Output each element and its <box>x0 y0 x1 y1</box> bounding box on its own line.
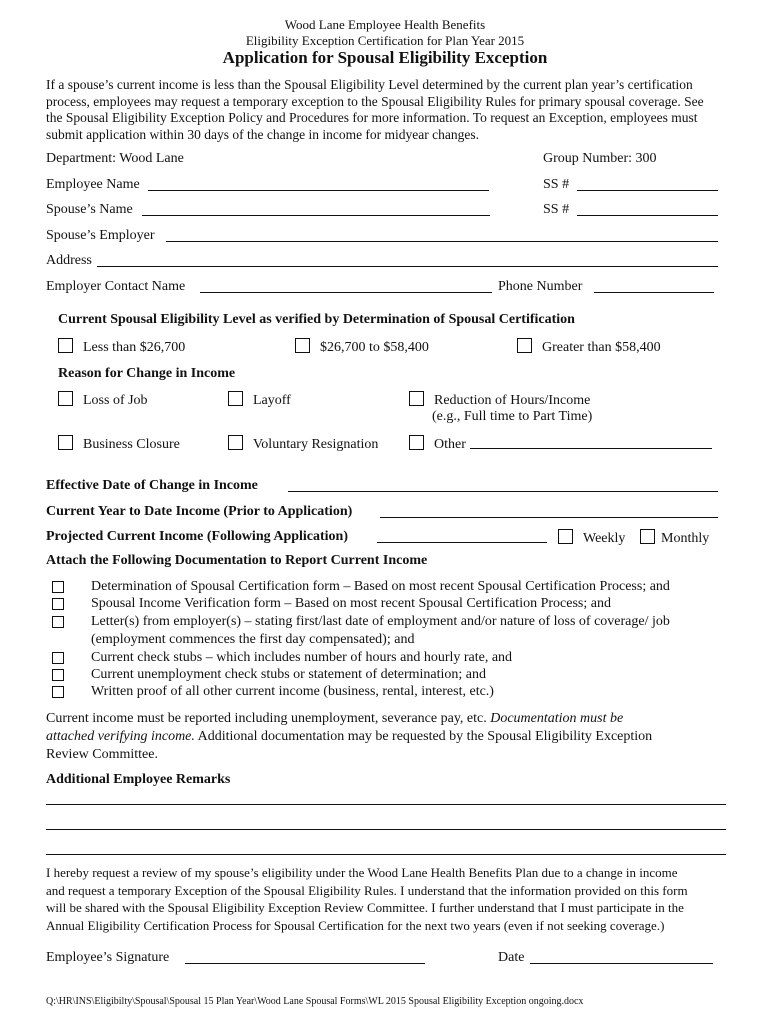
remarks-line[interactable] <box>46 853 726 855</box>
spouse-name-label: Spouse’s Name <box>46 202 133 217</box>
ss2-label: SS # <box>543 202 570 217</box>
date-field[interactable] <box>530 950 713 964</box>
file-path-footer: Q:\HR\INS\Eligibilty\Spousal\Spousal 15 Plan Year\Wood Lane Spousal Forms\WL 2015 Spousal Eligibility Exception ongoing.docx <box>46 996 584 1007</box>
eligibility-heading: Current Spousal Eligibility Level as verified by Determination of Spousal Certification <box>58 312 575 327</box>
checkbox[interactable] <box>517 338 532 353</box>
eligibility-option-high[interactable]: Greater than $58,400 <box>517 338 661 356</box>
checkbox[interactable] <box>58 435 73 450</box>
checkbox[interactable] <box>409 435 424 450</box>
monthly-option[interactable]: Monthly <box>640 529 709 547</box>
checkbox[interactable] <box>228 435 243 450</box>
reason-loss-of-job[interactable]: Loss of Job <box>58 391 148 409</box>
department-label: Department: Wood Lane <box>46 151 184 166</box>
remarks-line[interactable] <box>46 803 726 805</box>
ytd-income-label: Current Year to Date Income (Prior to Application) <box>46 504 353 519</box>
address-label: Address <box>46 253 92 268</box>
reason-other[interactable]: Other <box>409 435 466 453</box>
checkbox[interactable] <box>58 338 73 353</box>
employer-contact-field[interactable] <box>200 279 492 293</box>
form-header-line1: Wood Lane Employee Health Benefits <box>284 17 486 32</box>
phone-field[interactable] <box>594 279 714 293</box>
ytd-income-field[interactable] <box>380 504 718 518</box>
spouse-name-field[interactable] <box>142 202 490 216</box>
reason-voluntary[interactable]: Voluntary Resignation <box>228 435 378 453</box>
income-note-line1: Current income must be reported including unemployment, severance pay, etc. Documentation must be <box>46 711 624 726</box>
eligibility-option-mid[interactable]: $26,700 to $58,400 <box>295 338 429 356</box>
reason-layoff[interactable]: Layoff <box>228 391 291 409</box>
checkbox[interactable] <box>409 391 424 406</box>
phone-label: Phone Number <box>498 279 583 294</box>
address-field[interactable] <box>97 253 718 267</box>
weekly-option[interactable]: Weekly <box>558 529 625 547</box>
employee-ss-field[interactable] <box>577 177 718 191</box>
reason-heading: Reason for Change in Income <box>58 366 236 381</box>
reason-reduction[interactable]: Reduction of Hours/Income <box>409 391 590 409</box>
doc-item-continued: (employment commences the first day compensated); and <box>91 632 415 647</box>
documentation-heading: Attach the Following Documentation to Report Current Income <box>46 553 428 568</box>
projected-income-label: Projected Current Income (Following Application) <box>46 529 349 544</box>
doc-item: Written proof of all other current income (business, rental, interest, etc.) <box>91 684 494 699</box>
effective-date-field[interactable] <box>288 478 718 492</box>
doc-item: Current unemployment check stubs or statement of determination; and <box>91 667 487 682</box>
spouse-employer-label: Spouse’s Employer <box>46 228 155 243</box>
doc-checkbox[interactable] <box>52 581 64 593</box>
signature-field[interactable] <box>185 950 425 964</box>
checkbox[interactable] <box>58 391 73 406</box>
intro-paragraph: If a spouse’s current income is less than the Spousal Eligibility Level determined by the current plan year’s certification process, employees may request a temporary exception to the Spousal Eligibility Rules for primary spousal coverage. See the Spousal Eligibility Exception Policy and Procedures for more information. To request an Exception, employees must submit application within 30 days of the change in income for midyear changes. <box>46 77 704 142</box>
doc-item: Determination of Spousal Certification form – Based on most recent Spousal Certification Process; and <box>91 579 670 594</box>
doc-item: Spousal Income Verification form – Based on most recent Spousal Certification Process; and <box>91 596 611 611</box>
doc-checkbox[interactable] <box>52 598 64 610</box>
eligibility-option-low[interactable]: Less than $26,700 <box>58 338 185 356</box>
employee-name-field[interactable] <box>148 177 489 191</box>
reason-reduction-note: (e.g., Full time to Part Time) <box>432 409 593 424</box>
signature-label: Employee’s Signature <box>46 950 170 965</box>
projected-income-field[interactable] <box>377 529 547 543</box>
doc-checkbox[interactable] <box>52 616 64 628</box>
spouse-ss-field[interactable] <box>577 202 718 216</box>
form-header-line2: Eligibility Exception Certification for Plan Year 2015 <box>245 33 525 48</box>
other-reason-field[interactable] <box>470 435 712 449</box>
remarks-line[interactable] <box>46 828 726 830</box>
reason-business-closure[interactable]: Business Closure <box>58 435 180 453</box>
ss1-label: SS # <box>543 177 570 192</box>
group-number-label: Group Number: 300 <box>543 151 657 166</box>
checkbox[interactable] <box>558 529 573 544</box>
employee-name-label: Employee Name <box>46 177 140 192</box>
checkbox[interactable] <box>640 529 655 544</box>
doc-item: Current check stubs – which includes number of hours and hourly rate, and <box>91 650 513 665</box>
income-note-line2: attached verifying income. Additional documentation may be requested by the Spousal Eligibility Exception <box>46 729 653 744</box>
checkbox[interactable] <box>228 391 243 406</box>
effective-date-label: Effective Date of Change in Income <box>46 478 258 493</box>
doc-item: Letter(s) from employer(s) – stating first/last date of employment and/or nature of loss of coverage/ job <box>91 614 670 629</box>
doc-checkbox[interactable] <box>52 669 64 681</box>
date-label: Date <box>498 950 525 965</box>
doc-checkbox[interactable] <box>52 652 64 664</box>
checkbox[interactable] <box>295 338 310 353</box>
certification-statement: I hereby request a review of my spouse’s eligibility under the Wood Lane Health Benefits Plan due to a change in income and request a temporary Exception of the Spousal Eligibility Rules. I understand that the information provided on this form will be shared with the Spousal Eligibility Exception Review Committee. I further understand that I must participate in the Annual Eligibility Certification Process for Spousal Certification for the next two years (even if not seeking coverage.) <box>46 865 688 933</box>
income-note-line3: Review Committee. <box>46 747 158 762</box>
employer-contact-label: Employer Contact Name <box>46 279 186 294</box>
page-title: Application for Spousal Eligibility Exception <box>222 48 548 67</box>
remarks-heading: Additional Employee Remarks <box>46 772 231 787</box>
spouse-employer-field[interactable] <box>166 228 718 242</box>
doc-checkbox[interactable] <box>52 686 64 698</box>
